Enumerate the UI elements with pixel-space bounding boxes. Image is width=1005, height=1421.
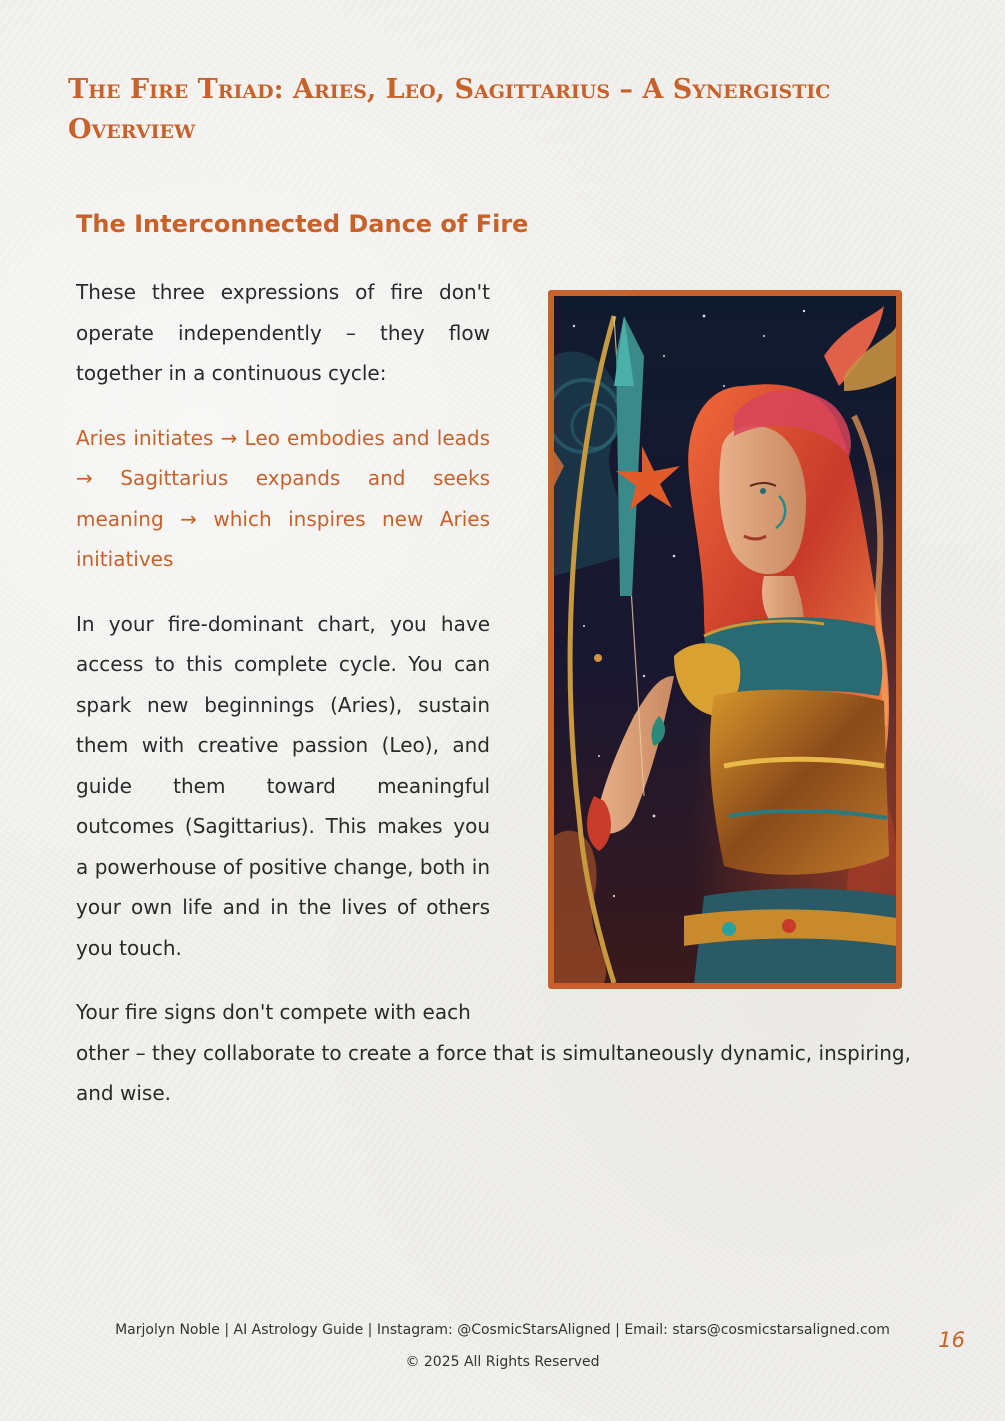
archer-artwork <box>554 296 896 983</box>
content-column <box>76 272 940 1138</box>
closing-paragraph: Your fire signs don't compete with each other – they collaborate to create a force that is simultaneously dynamic, inspiring, and wise. <box>76 1000 911 1105</box>
fire-cycle-statement: Aries initiates → Leo embodies and leads → Sagittarius expands and seeks meaning → which inspires new Aries initiatives <box>76 425 490 571</box>
footer-credit: Marjolyn Noble | AI Astrology Guide | Instagram: @CosmicStarsAligned | Email: stars@cosmicstarsaligned.com <box>115 1322 890 1338</box>
footer-copyright: © 2025 All Rights Reserved <box>405 1354 600 1370</box>
page-number: 16 <box>938 1328 965 1352</box>
body-paragraph: In your fire-dominant chart, you have access to this complete cycle. You can spark new beginnings (Aries), sustain them with creative passion (Leo), and guide them toward meaningful outcomes (Sagittarius). This makes you a powerhouse of positive change, both in your own life and in the lives of others you touch. <box>76 611 490 960</box>
page-header-title: The Fire Triad: Aries, Leo, Sagittarius – A Synergistic Overview <box>68 74 831 145</box>
sagittarius-archer-illustration <box>548 290 902 989</box>
intro-paragraph: These three expressions of fire don't operate independently – they flow together in a continuous cycle: <box>76 280 490 385</box>
section-title: The Interconnected Dance of Fire <box>76 210 529 238</box>
